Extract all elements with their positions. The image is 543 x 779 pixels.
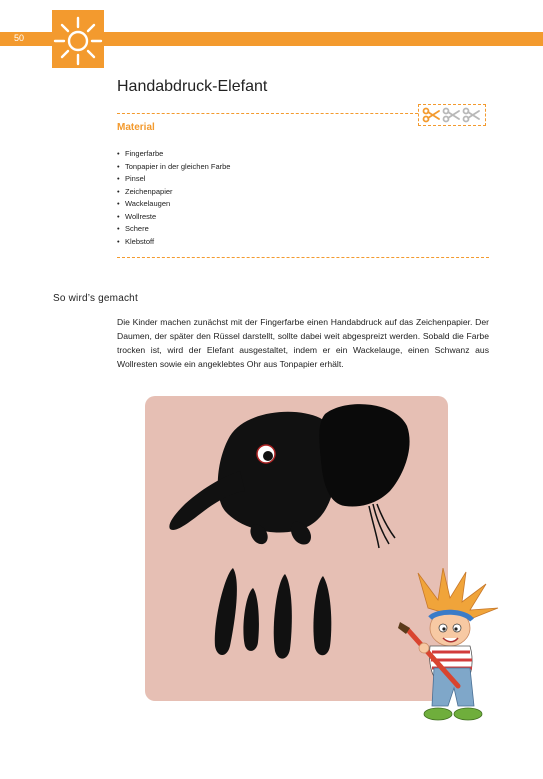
section-heading: So wird’s gemacht: [53, 293, 138, 304]
list-item: • Tonpapier in der gleichen Farbe: [117, 161, 230, 174]
page-title: Handabdruck-Elefant: [117, 78, 268, 95]
page-number: 50: [14, 33, 25, 43]
list-item: • Pinsel: [117, 173, 230, 186]
divider: [117, 113, 418, 114]
material-list: [117, 148, 230, 248]
instructions-text: Die Kinder machen zunächst mit der Fingerfarbe einen Handabdruck auf das Zeichenpapier. Der Daumen, der später den Rüssel darstellt, sollte dabei weit abgespreizt werden. Sobald die Farbe trocken ist, wird der Elefant ausgestaltet, indem er ein Wackelauge, einen Schwanz aus Wollresten sowie ein angeklebtes Ohr aus Tonpapier erhält.: [117, 317, 489, 369]
tools-box: [418, 104, 486, 126]
list-item: • Wackelaugen: [117, 198, 230, 211]
list-item: • Schere: [117, 223, 230, 236]
scissors-icon: [422, 107, 482, 123]
material-heading: Material: [117, 122, 155, 133]
list-item: • Wollreste: [117, 211, 230, 224]
sun-icon: [52, 10, 104, 68]
divider: [117, 257, 489, 258]
list-item: • Klebstoff: [117, 236, 230, 249]
list-item: • Fingerfarbe: [117, 148, 230, 161]
painter-child-illustration: [388, 568, 508, 728]
list-item: • Zeichenpapier: [117, 186, 230, 199]
